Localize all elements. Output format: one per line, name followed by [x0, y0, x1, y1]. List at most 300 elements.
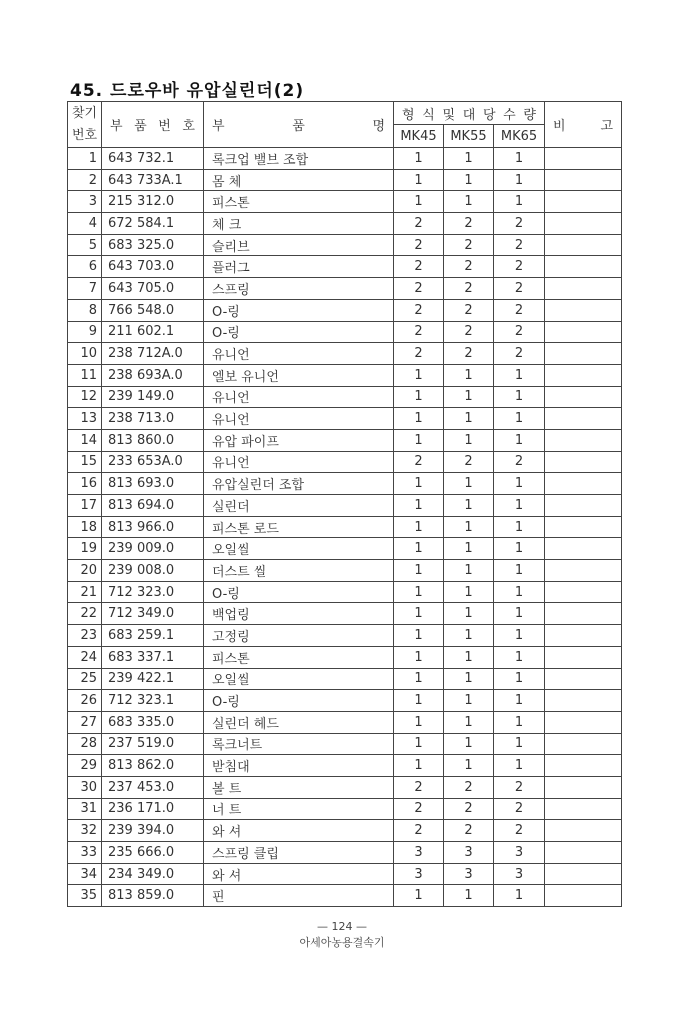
cell-part-name: 록크너트 [204, 733, 394, 755]
table-row [68, 603, 622, 625]
cell-qty-mk65: 2 [494, 820, 545, 842]
cell-find-number: 26 [68, 690, 102, 712]
header-model-mk65: MK65 [494, 125, 545, 148]
cell-part-number: 643 705.0 [102, 278, 204, 300]
table-row [68, 538, 622, 560]
cell-remarks [545, 863, 622, 885]
header-char: 및 [442, 107, 456, 123]
cell-qty-mk65: 1 [494, 885, 545, 907]
cell-find-number: 15 [68, 451, 102, 473]
cell-part-name: 유니언 [204, 408, 394, 430]
table-row [68, 842, 622, 864]
cell-part-number: 234 349.0 [102, 863, 204, 885]
cell-remarks [545, 690, 622, 712]
cell-qty-mk45: 2 [394, 256, 444, 278]
cell-qty-mk45: 1 [394, 516, 444, 538]
cell-find-number: 9 [68, 321, 102, 343]
cell-part-number: 712 349.0 [102, 603, 204, 625]
cell-part-name: 피스톤 [204, 191, 394, 213]
cell-remarks [545, 191, 622, 213]
cell-qty-mk45: 1 [394, 429, 444, 451]
header-char: 량 [523, 107, 536, 123]
cell-remarks [545, 820, 622, 842]
header-char: 형 [402, 107, 415, 123]
cell-part-name: 고정링 [204, 625, 394, 647]
cell-qty-mk45: 2 [394, 321, 444, 343]
table-row [68, 234, 622, 256]
table-row [68, 213, 622, 235]
cell-find-number: 10 [68, 343, 102, 365]
cell-qty-mk65: 1 [494, 690, 545, 712]
cell-qty-mk55: 3 [444, 863, 494, 885]
cell-part-number: 643 733A.1 [102, 169, 204, 191]
table-row [68, 798, 622, 820]
cell-qty-mk55: 1 [444, 516, 494, 538]
table-row [68, 733, 622, 755]
table-row [68, 885, 622, 907]
cell-remarks [545, 321, 622, 343]
cell-part-number: 239 009.0 [102, 538, 204, 560]
cell-qty-mk65: 1 [494, 668, 545, 690]
cell-find-number: 5 [68, 234, 102, 256]
cell-part-number: 238 693A.0 [102, 364, 204, 386]
header-find-number [68, 102, 102, 148]
cell-part-name: 몸 체 [204, 169, 394, 191]
table-row [68, 625, 622, 647]
cell-qty-mk45: 2 [394, 820, 444, 842]
cell-qty-mk45: 2 [394, 798, 444, 820]
cell-qty-mk55: 1 [444, 755, 494, 777]
cell-qty-mk45: 1 [394, 625, 444, 647]
cell-part-number: 813 859.0 [102, 885, 204, 907]
cell-part-number: 643 732.1 [102, 148, 204, 170]
table-row [68, 581, 622, 603]
cell-find-number: 31 [68, 798, 102, 820]
cell-qty-mk65: 2 [494, 256, 545, 278]
cell-find-number: 3 [68, 191, 102, 213]
cell-qty-mk45: 2 [394, 343, 444, 365]
cell-find-number: 20 [68, 560, 102, 582]
cell-qty-mk45: 1 [394, 711, 444, 733]
cell-part-name: 백업링 [204, 603, 394, 625]
cell-find-number: 14 [68, 429, 102, 451]
cell-qty-mk45: 2 [394, 776, 444, 798]
cell-find-number: 12 [68, 386, 102, 408]
cell-part-name: 플러그 [204, 256, 394, 278]
cell-part-number: 237 453.0 [102, 776, 204, 798]
header-char: 수 [503, 107, 516, 123]
cell-qty-mk65: 1 [494, 560, 545, 582]
cell-qty-mk45: 1 [394, 885, 444, 907]
cell-remarks [545, 148, 622, 170]
cell-part-name: 스프링 클립 [204, 842, 394, 864]
cell-remarks [545, 364, 622, 386]
cell-qty-mk65: 1 [494, 169, 545, 191]
cell-qty-mk55: 1 [444, 495, 494, 517]
cell-remarks [545, 625, 622, 647]
cell-part-number: 215 312.0 [102, 191, 204, 213]
header-char: 당 [482, 107, 496, 123]
page-title: 45. 드로우바 유압실린더(2) [70, 81, 305, 101]
cell-qty-mk45: 3 [394, 842, 444, 864]
cell-find-number: 19 [68, 538, 102, 560]
cell-qty-mk45: 1 [394, 690, 444, 712]
cell-find-number: 6 [68, 256, 102, 278]
cell-qty-mk55: 2 [444, 820, 494, 842]
cell-remarks [545, 603, 622, 625]
cell-remarks [545, 733, 622, 755]
cell-remarks [545, 798, 622, 820]
table-row [68, 668, 622, 690]
cell-qty-mk45: 2 [394, 299, 444, 321]
cell-remarks [545, 386, 622, 408]
table-row [68, 429, 622, 451]
cell-qty-mk55: 2 [444, 299, 494, 321]
cell-find-number: 17 [68, 495, 102, 517]
cell-qty-mk65: 2 [494, 213, 545, 235]
cell-remarks [545, 343, 622, 365]
cell-qty-mk45: 1 [394, 603, 444, 625]
cell-part-number: 813 966.0 [102, 516, 204, 538]
cell-part-number: 766 548.0 [102, 299, 204, 321]
cell-remarks [545, 278, 622, 300]
cell-part-number: 239 394.0 [102, 820, 204, 842]
cell-qty-mk55: 1 [444, 148, 494, 170]
footer-organization: 아세아농용결속기 [299, 936, 385, 949]
table-row [68, 560, 622, 582]
cell-qty-mk45: 1 [394, 408, 444, 430]
cell-remarks [545, 408, 622, 430]
cell-qty-mk55: 1 [444, 560, 494, 582]
cell-remarks [545, 451, 622, 473]
cell-qty-mk55: 1 [444, 581, 494, 603]
cell-remarks [545, 495, 622, 517]
cell-find-number: 23 [68, 625, 102, 647]
cell-remarks [545, 516, 622, 538]
cell-find-number: 33 [68, 842, 102, 864]
table-row [68, 256, 622, 278]
cell-qty-mk45: 1 [394, 538, 444, 560]
cell-part-number: 211 602.1 [102, 321, 204, 343]
table-row [68, 386, 622, 408]
cell-qty-mk55: 1 [444, 690, 494, 712]
table-row [68, 755, 622, 777]
header-remarks [545, 102, 622, 148]
header-part-number [102, 102, 204, 148]
cell-find-number: 2 [68, 169, 102, 191]
cell-part-number: 643 703.0 [102, 256, 204, 278]
cell-qty-mk55: 1 [444, 646, 494, 668]
cell-part-number: 237 519.0 [102, 733, 204, 755]
cell-find-number: 34 [68, 863, 102, 885]
cell-part-number: 239 149.0 [102, 386, 204, 408]
cell-find-number: 27 [68, 711, 102, 733]
cell-qty-mk65: 1 [494, 473, 545, 495]
cell-qty-mk45: 2 [394, 278, 444, 300]
cell-part-name: 유니언 [204, 343, 394, 365]
cell-qty-mk55: 1 [444, 429, 494, 451]
header-model-mk55: MK55 [444, 125, 494, 148]
cell-qty-mk45: 2 [394, 451, 444, 473]
cell-qty-mk65: 1 [494, 581, 545, 603]
table-row [68, 169, 622, 191]
cell-part-name: 실린더 헤드 [204, 711, 394, 733]
cell-qty-mk65: 1 [494, 408, 545, 430]
header-char: 호 [182, 119, 195, 134]
table-row [68, 408, 622, 430]
cell-qty-mk45: 1 [394, 668, 444, 690]
cell-part-number: 239 422.1 [102, 668, 204, 690]
cell-part-name: 볼 트 [204, 776, 394, 798]
table-row [68, 299, 622, 321]
cell-remarks [545, 429, 622, 451]
header-char: 번 [158, 119, 171, 134]
cell-part-name: 유니언 [204, 386, 394, 408]
cell-qty-mk65: 2 [494, 299, 545, 321]
cell-part-number: 683 259.1 [102, 625, 204, 647]
cell-qty-mk55: 1 [444, 668, 494, 690]
cell-qty-mk65: 2 [494, 343, 545, 365]
cell-part-name: 피스톤 [204, 646, 394, 668]
parts-table [67, 101, 622, 907]
cell-part-name: 슬리브 [204, 234, 394, 256]
cell-find-number: 30 [68, 776, 102, 798]
cell-qty-mk55: 2 [444, 776, 494, 798]
cell-part-number: 238 712A.0 [102, 343, 204, 365]
header-part-name-label [204, 115, 393, 134]
cell-part-name: 피스톤 로드 [204, 516, 394, 538]
cell-remarks [545, 668, 622, 690]
cell-remarks [545, 755, 622, 777]
header-char: 명 [372, 119, 385, 134]
cell-qty-mk55: 1 [444, 364, 494, 386]
cell-part-name: 엘보 유니언 [204, 364, 394, 386]
cell-qty-mk45: 1 [394, 386, 444, 408]
cell-qty-mk45: 2 [394, 213, 444, 235]
cell-part-name: 핀 [204, 885, 394, 907]
cell-part-name: 유압 파이프 [204, 429, 394, 451]
cell-part-name: 오일씰 [204, 538, 394, 560]
cell-qty-mk65: 1 [494, 386, 545, 408]
header-char: 식 [422, 107, 435, 123]
header-remarks-label [545, 115, 621, 134]
cell-part-number: 233 653A.0 [102, 451, 204, 473]
table-row [68, 776, 622, 798]
cell-qty-mk55: 2 [444, 256, 494, 278]
cell-qty-mk45: 2 [394, 234, 444, 256]
cell-find-number: 4 [68, 213, 102, 235]
cell-qty-mk45: 1 [394, 364, 444, 386]
cell-part-name: 유니언 [204, 451, 394, 473]
cell-remarks [545, 560, 622, 582]
cell-find-number: 1 [68, 148, 102, 170]
table-row [68, 516, 622, 538]
cell-qty-mk55: 1 [444, 538, 494, 560]
cell-remarks [545, 842, 622, 864]
header-char: 대 [462, 107, 476, 123]
cell-qty-mk65: 1 [494, 429, 545, 451]
cell-qty-mk55: 1 [444, 473, 494, 495]
cell-find-number: 16 [68, 473, 102, 495]
cell-find-number: 8 [68, 299, 102, 321]
cell-qty-mk45: 1 [394, 148, 444, 170]
cell-remarks [545, 256, 622, 278]
cell-qty-mk65: 1 [494, 733, 545, 755]
cell-part-name: 오일씰 [204, 668, 394, 690]
cell-remarks [545, 234, 622, 256]
cell-find-number: 7 [68, 278, 102, 300]
cell-qty-mk65: 2 [494, 234, 545, 256]
table-row [68, 495, 622, 517]
cell-qty-mk65: 2 [494, 278, 545, 300]
cell-qty-mk65: 1 [494, 191, 545, 213]
cell-part-number: 236 171.0 [102, 798, 204, 820]
header-qty-group [394, 102, 545, 125]
table-row [68, 278, 622, 300]
cell-find-number: 28 [68, 733, 102, 755]
cell-remarks [545, 299, 622, 321]
header-char: 부 [212, 119, 225, 134]
table-row [68, 148, 622, 170]
cell-remarks [545, 473, 622, 495]
cell-qty-mk45: 1 [394, 755, 444, 777]
table-row [68, 711, 622, 733]
cell-qty-mk65: 1 [494, 516, 545, 538]
cell-qty-mk55: 2 [444, 451, 494, 473]
cell-part-number: 813 694.0 [102, 495, 204, 517]
cell-part-name: 스프링 [204, 278, 394, 300]
cell-qty-mk65: 3 [494, 842, 545, 864]
cell-qty-mk45: 1 [394, 646, 444, 668]
cell-qty-mk65: 3 [494, 863, 545, 885]
table-row [68, 690, 622, 712]
cell-part-name: 너 트 [204, 798, 394, 820]
cell-qty-mk65: 2 [494, 776, 545, 798]
cell-qty-mk65: 1 [494, 603, 545, 625]
table-row [68, 364, 622, 386]
cell-qty-mk65: 1 [494, 538, 545, 560]
cell-qty-mk65: 1 [494, 625, 545, 647]
cell-part-name: 유압실린더 조합 [204, 473, 394, 495]
cell-qty-mk55: 1 [444, 625, 494, 647]
cell-remarks [545, 213, 622, 235]
header-part-name [204, 102, 394, 148]
cell-remarks [545, 538, 622, 560]
cell-part-name: 와 셔 [204, 863, 394, 885]
table-row [68, 473, 622, 495]
cell-qty-mk55: 1 [444, 191, 494, 213]
cell-part-number: 683 337.1 [102, 646, 204, 668]
cell-qty-mk65: 1 [494, 495, 545, 517]
cell-find-number: 25 [68, 668, 102, 690]
cell-qty-mk55: 2 [444, 798, 494, 820]
cell-qty-mk45: 3 [394, 863, 444, 885]
header-qty-group-label [394, 104, 544, 123]
cell-part-number: 672 584.1 [102, 213, 204, 235]
cell-part-number: 813 860.0 [102, 429, 204, 451]
cell-part-name: 체 크 [204, 213, 394, 235]
cell-part-number: 239 008.0 [102, 560, 204, 582]
cell-part-number: 238 713.0 [102, 408, 204, 430]
cell-part-number: 235 666.0 [102, 842, 204, 864]
cell-part-name: O-링 [204, 581, 394, 603]
cell-qty-mk65: 1 [494, 755, 545, 777]
cell-qty-mk65: 2 [494, 321, 545, 343]
cell-find-number: 24 [68, 646, 102, 668]
cell-part-number: 683 335.0 [102, 711, 204, 733]
cell-find-number: 22 [68, 603, 102, 625]
cell-qty-mk55: 2 [444, 343, 494, 365]
table-row [68, 820, 622, 842]
cell-qty-mk65: 1 [494, 646, 545, 668]
header-find-number-line1: 찾기 [71, 105, 98, 121]
cell-part-name: 록크업 밸브 조합 [204, 148, 394, 170]
cell-part-name: O-링 [204, 299, 394, 321]
cell-qty-mk45: 1 [394, 191, 444, 213]
cell-qty-mk55: 1 [444, 408, 494, 430]
cell-qty-mk65: 1 [494, 364, 545, 386]
cell-qty-mk45: 1 [394, 733, 444, 755]
table-row [68, 451, 622, 473]
cell-part-name: 와 셔 [204, 820, 394, 842]
cell-find-number: 18 [68, 516, 102, 538]
table-row [68, 191, 622, 213]
cell-qty-mk55: 1 [444, 603, 494, 625]
cell-part-name: 실린더 [204, 495, 394, 517]
table-row [68, 646, 622, 668]
cell-part-number: 813 693.0 [102, 473, 204, 495]
cell-qty-mk45: 1 [394, 169, 444, 191]
cell-qty-mk55: 3 [444, 842, 494, 864]
cell-qty-mk45: 1 [394, 560, 444, 582]
cell-part-name: 더스트 씰 [204, 560, 394, 582]
table-row [68, 863, 622, 885]
cell-remarks [545, 885, 622, 907]
cell-qty-mk45: 1 [394, 473, 444, 495]
cell-remarks [545, 581, 622, 603]
cell-part-name: O-링 [204, 690, 394, 712]
cell-remarks [545, 711, 622, 733]
cell-part-number: 813 862.0 [102, 755, 204, 777]
cell-qty-mk55: 1 [444, 733, 494, 755]
cell-qty-mk55: 2 [444, 234, 494, 256]
cell-find-number: 32 [68, 820, 102, 842]
cell-qty-mk65: 1 [494, 148, 545, 170]
header-char: 품 [292, 119, 305, 134]
cell-qty-mk45: 1 [394, 581, 444, 603]
header-find-number-line2: 번호 [71, 127, 98, 143]
header-char: 부 [110, 119, 123, 134]
header-char: 품 [134, 119, 147, 134]
header-char: 비 [553, 119, 566, 134]
cell-qty-mk55: 2 [444, 321, 494, 343]
cell-find-number: 11 [68, 364, 102, 386]
cell-qty-mk55: 2 [444, 213, 494, 235]
cell-part-number: 683 325.0 [102, 234, 204, 256]
cell-part-number: 712 323.0 [102, 581, 204, 603]
cell-qty-mk55: 1 [444, 169, 494, 191]
cell-remarks [545, 776, 622, 798]
cell-qty-mk55: 1 [444, 885, 494, 907]
cell-remarks [545, 646, 622, 668]
cell-qty-mk55: 2 [444, 278, 494, 300]
cell-qty-mk55: 1 [444, 711, 494, 733]
header-part-number-label [102, 115, 203, 134]
table-body [68, 148, 622, 907]
table-row [68, 321, 622, 343]
page-number: — 124 — [317, 920, 367, 933]
header-char: 고 [600, 119, 614, 134]
